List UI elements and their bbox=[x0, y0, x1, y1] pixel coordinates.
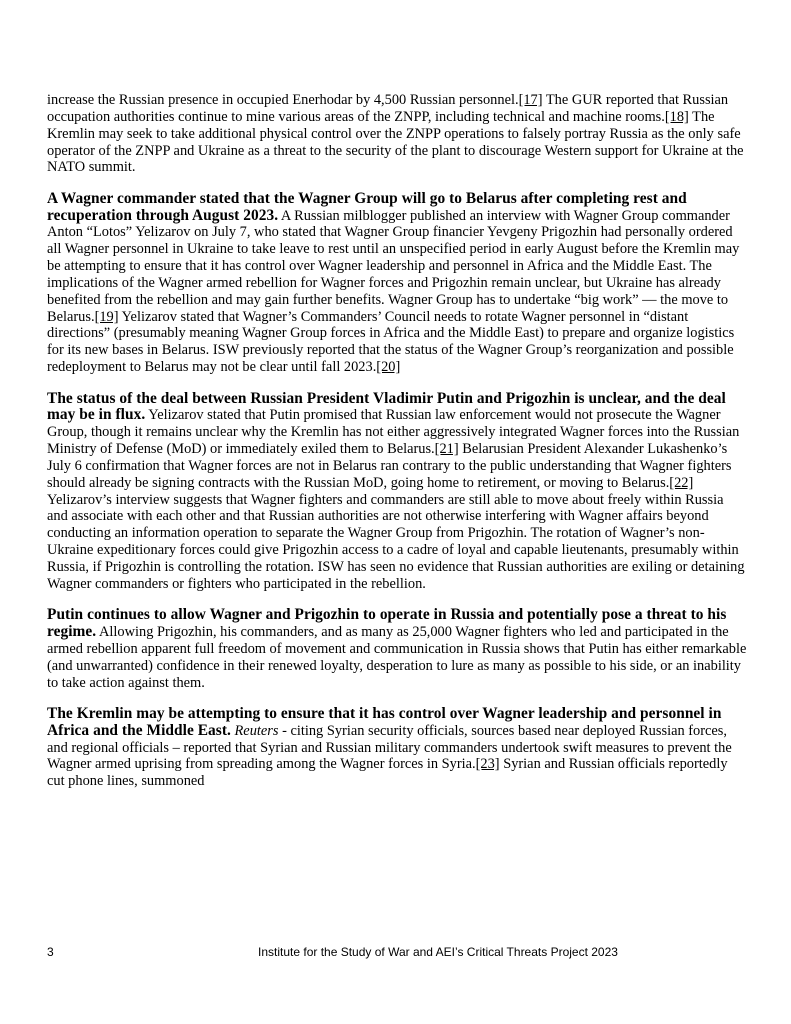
body-text: Yelizarov stated that Wagner’s Commanders’ Council needs to rotate Wagner personnel in “distant directions” (presumably meaning Wagner Group forces in Africa and the Middle East) to prepare and organize logistics for its new bases in Belarus. ISW previously reported that the status of the Wagner Group’s reorganization and possible redeployment to Belarus may not be clear until fall 2023. bbox=[47, 308, 735, 376]
footnote-link[interactable]: [22] bbox=[669, 474, 694, 491]
document-body bbox=[47, 92, 747, 805]
lead-sentence: Putin continues to allow Wagner and Prigozhin to operate in Russia and potentially pose a threat to his regime. bbox=[47, 606, 727, 640]
paragraph-3 bbox=[47, 391, 747, 593]
footnote-link[interactable]: [21] bbox=[434, 441, 459, 458]
body-text: Belarusian President Alexander Lukashenko’s July 6 confirmation that Wagner forces are not in Belarus ran contrary to the public understanding that Wagner fighters should already be signing contracts with the Russian MoD, going home to retirement, or moving to Belarus. bbox=[47, 441, 732, 491]
footer-title: Institute for the Study of War and AEI’s Critical Threats Project 2023 bbox=[258, 945, 618, 959]
footnote-link[interactable]: [17] bbox=[518, 92, 543, 108]
footnote-link[interactable]: [18] bbox=[664, 108, 689, 125]
paragraph-4 bbox=[47, 607, 747, 691]
body-text: Yelizarov stated that Putin promised that Russian law enforcement would not prosecute the Wagner Group, though it remains unclear why the Kremlin has not either aggressively integrated Wagner forces into the Russian Ministry of Defense (MoD) or immediately exiled them to Belarus. bbox=[47, 407, 740, 458]
body-text: - citing Syrian security officials, sources based near deployed Russian forces, and regional officials – reported that Syrian and Russian military commanders undertook swift measures to prevent the Wagner armed uprising from spreading among the Wagner forces in Syria. bbox=[47, 722, 732, 773]
body-text: Allowing Prigozhin, his commanders, and as many as 25,000 Wagner fighters who led and participated in the armed rebellion apparent full freedom of movement and communication in Russia shows that Putin has either remarkable (and unwarranted) confidence in their renewed loyalty, desperation to lure as many as possible to his side, or an inability to take action against them. bbox=[47, 623, 747, 691]
body-text: increase the Russian presence in occupied Enerhodar by 4,500 Russian personnel. bbox=[47, 92, 519, 108]
footnote-link[interactable]: [23] bbox=[475, 756, 500, 773]
page-footer bbox=[0, 945, 791, 963]
body-text: The Kremlin may seek to take additional physical control over the ZNPP operations to falsely portray Russia as the only safe operator of the ZNPP and Ukraine as a threat to the security of the plant to discourage Western support for Ukraine at the NATO summit. bbox=[47, 108, 744, 176]
body-text: The GUR reported that Russian occupation authorities continue to mine various areas of the ZNPP, including technical and machine rooms. bbox=[47, 92, 729, 125]
paragraph-1 bbox=[47, 92, 747, 176]
lead-sentence: The Kremlin may be attempting to ensure that it has control over Wagner leadership and personnel in Africa and the Middle East. bbox=[47, 704, 722, 739]
paragraph-5 bbox=[47, 706, 747, 790]
footnote-link[interactable]: [19] bbox=[94, 308, 119, 325]
body-text: Yelizarov’s interview suggests that Wagner fighters and commanders are still able to move about freely within Russia and associate with each other and that Russian authorities are not otherwise interfering with Wagner affairs beyond conducting an information operation to separate the Wagner Group from Prigozhin. The rotation of Wagner’s non-Ukraine expeditionary forces could give Prigozhin access to a cadre of loyal and capable lieutenants, presumably within Russia, if Prigozhin is controlling the rotation. ISW has seen no evidence that Russian authorities are exiling or detaining Wagner commanders or fighters who participated in the rebellion. bbox=[47, 491, 745, 592]
footnote-link[interactable]: [20] bbox=[376, 359, 401, 376]
paragraph-2 bbox=[47, 191, 747, 376]
lead-sentence: A Wagner commander stated that the Wagner Group will go to Belarus after completing rest and recuperation through August 2023. bbox=[47, 189, 687, 224]
source-name: Reuters bbox=[234, 722, 279, 739]
page-number: 3 bbox=[47, 945, 54, 959]
lead-sentence: The status of the deal between Russian President Vladimir Putin and Prigozhin is unclear, and the deal may be in flux. bbox=[47, 389, 726, 424]
body-text: A Russian milblogger published an interview with Wagner Group commander Anton “Lotos” Yelizarov on July 7, who stated that Wagner Group financier Yevgeny Prigozhin had personally ordered all Wagner personnel in Ukraine to take leave to rest until an unspecified period in early August before the Kremlin may be attempting to ensure that it has control over Wagner leadership and personnel in Africa and the Middle East. The implications of the Wagner armed rebellion for Wagner forces and Prigozhin remain unclear, but Ukraine has already benefited from the rebellion and may gain further benefits. Wagner Group has to undertake “big work” — the move to Belarus. bbox=[47, 207, 740, 325]
body-text: Syrian and Russian officials reportedly cut phone lines, summoned bbox=[47, 756, 728, 790]
